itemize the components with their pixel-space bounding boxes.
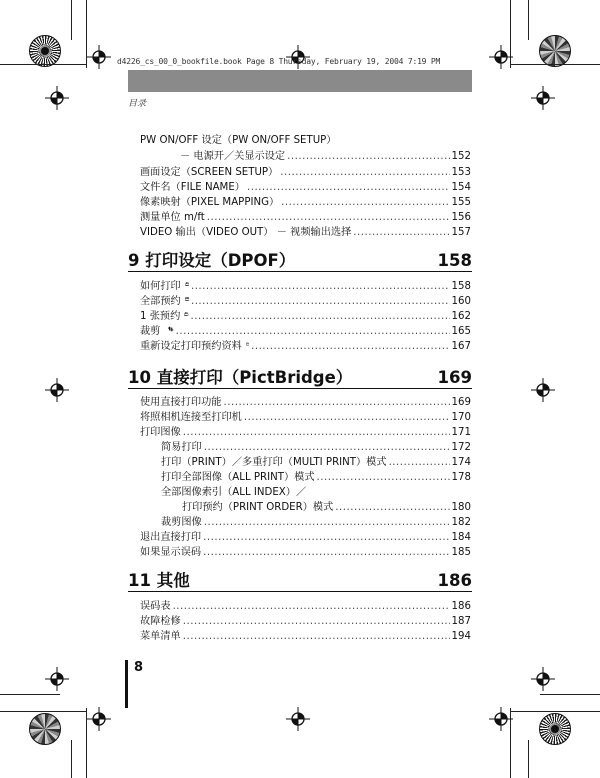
toc-entry-page: 158 xyxy=(451,281,471,292)
toc-entry-label: 1 张预约 xyxy=(140,311,181,322)
file-header: d4226_cs_00_0_bookfile.book Page 8 Thursday, February 19, 2004 7:19 PM xyxy=(117,57,441,66)
toc-entry-label: 打印图像 xyxy=(140,427,181,438)
toc-entry-label: 裁剪 xyxy=(140,326,161,337)
leader-dots xyxy=(335,500,449,515)
toc-entry[interactable] xyxy=(140,470,471,485)
toc-entry-label: 重新设定打印预约资料 xyxy=(140,341,242,352)
toc-entry[interactable] xyxy=(140,455,471,470)
leader-dots xyxy=(207,210,450,225)
toc-entry-label: 故障检修 xyxy=(140,616,181,627)
leader-dots xyxy=(389,455,450,470)
toc-entry[interactable] xyxy=(140,195,471,210)
color-wheel-bottom-right xyxy=(539,713,571,745)
toc-entry-label: 简易打印 xyxy=(161,442,202,453)
chapter-rule xyxy=(128,591,472,592)
toc-entry[interactable] xyxy=(140,515,471,530)
page-number: 8 xyxy=(134,660,144,675)
crop-line xyxy=(528,740,529,778)
leader-dots xyxy=(247,180,450,195)
toc-entry-page: 182 xyxy=(451,517,471,528)
toc-entry[interactable] xyxy=(140,530,471,545)
crop-line xyxy=(540,694,600,695)
toc-entry-page: 156 xyxy=(451,212,471,223)
toc-entry-page: 167 xyxy=(451,341,471,352)
registration-mark-icon xyxy=(489,707,513,731)
leader-dots xyxy=(203,530,449,545)
toc-entry-label: 画面设定（SCREEN SETUP） xyxy=(140,167,279,178)
leader-dots xyxy=(176,324,450,339)
leader-dots xyxy=(173,599,450,614)
registration-mark-icon xyxy=(489,45,513,69)
chapter-rule xyxy=(128,271,472,272)
print-all-icon xyxy=(185,294,189,304)
toc-entry-label: － 电源开／关显示设定 xyxy=(180,151,286,162)
chapter-heading[interactable] xyxy=(128,567,472,589)
toc-entry-label: 使用直接打印功能 xyxy=(140,397,222,408)
toc-entry-label: 将照相机连接至打印机 xyxy=(140,412,242,423)
print-icon xyxy=(185,279,189,289)
leader-dots xyxy=(287,149,449,164)
leader-dots xyxy=(203,545,449,560)
toc-entry[interactable] xyxy=(140,410,471,425)
toc-entry-page: 187 xyxy=(451,616,471,627)
crop-line xyxy=(510,64,600,65)
crop-line xyxy=(71,740,72,778)
toc-entry[interactable] xyxy=(140,279,471,294)
chapter-heading[interactable] xyxy=(128,364,472,386)
leader-dots xyxy=(191,294,450,309)
toc-entry-page: 153 xyxy=(451,167,471,178)
toc-entry[interactable] xyxy=(140,165,471,180)
toc-entry-page: 165 xyxy=(451,326,471,337)
toc-entry-label: 菜单清单 xyxy=(140,631,181,642)
toc-entry[interactable] xyxy=(140,210,471,225)
toc-entry-label: 如何打印 xyxy=(140,281,181,292)
toc-entry[interactable] xyxy=(140,133,471,148)
toc-entry-label: 像素映射（PIXEL MAPPING） xyxy=(140,197,280,208)
toc-entry[interactable] xyxy=(140,440,471,455)
toc-entry-page: 172 xyxy=(451,442,471,453)
crop-line xyxy=(510,711,600,712)
leader-dots xyxy=(183,614,450,629)
leader-dots xyxy=(317,470,450,485)
color-wheel-top-left xyxy=(29,35,61,67)
gray-wheel-bottom-left xyxy=(29,713,61,745)
leader-dots xyxy=(251,339,449,354)
toc-entry[interactable] xyxy=(140,395,471,410)
toc-entry-page: 174 xyxy=(451,457,471,468)
print-icon xyxy=(184,309,188,319)
leader-dots xyxy=(204,440,450,455)
toc-entry[interactable] xyxy=(140,309,471,324)
leader-dots xyxy=(280,165,449,180)
registration-mark-icon xyxy=(531,667,555,691)
toc-entry-page: 185 xyxy=(451,547,471,558)
leader-dots xyxy=(191,309,450,324)
toc-entry[interactable] xyxy=(140,614,471,629)
toc-entry[interactable] xyxy=(140,425,471,440)
chapter-page: 186 xyxy=(437,571,472,590)
toc-entry-page: 160 xyxy=(451,296,471,307)
toc-entry[interactable] xyxy=(140,225,471,240)
leader-dots xyxy=(191,279,450,294)
toc-entry-page: 171 xyxy=(451,427,471,438)
gray-wheel-top-right xyxy=(539,35,571,67)
toc-entry-page: 154 xyxy=(451,182,471,193)
leader-dots xyxy=(244,410,450,425)
registration-mark-icon xyxy=(531,86,555,110)
crop-line xyxy=(0,711,86,712)
toc-entry-label: 误码表 xyxy=(140,601,171,612)
toc-entry[interactable] xyxy=(140,500,471,515)
registration-mark-icon xyxy=(87,707,111,731)
trim-icon xyxy=(168,324,173,334)
toc-entry-label: VIDEO 输出（VIDEO OUT） － 视频输出选择 xyxy=(140,227,352,238)
toc-entry-page: 180 xyxy=(451,502,471,513)
registration-mark-icon xyxy=(45,378,69,402)
toc-entry[interactable] xyxy=(140,294,471,309)
toc-entry-page: 170 xyxy=(451,412,471,423)
toc-entry-page: 162 xyxy=(451,311,471,322)
chapter-title: 11 其他 xyxy=(128,571,190,590)
toc-entry-label: 测量单位 m/ft xyxy=(140,212,205,223)
leader-dots xyxy=(183,425,450,440)
print-icon xyxy=(246,339,249,349)
chapter-heading[interactable] xyxy=(128,247,472,269)
chapter-title: 9 打印设定（DPOF） xyxy=(128,251,296,270)
registration-mark-icon xyxy=(531,378,555,402)
page-number-bar xyxy=(125,660,128,708)
toc-entry-page: 178 xyxy=(451,472,471,483)
toc-entry[interactable] xyxy=(140,599,471,614)
leader-dots xyxy=(224,395,450,410)
leader-dots xyxy=(353,225,449,240)
leader-dots xyxy=(281,195,449,210)
chapter-title: 10 直接打印（PictBridge） xyxy=(128,368,353,387)
registration-mark-icon xyxy=(286,707,310,731)
header-banner xyxy=(128,70,472,92)
toc-entry-label: 裁剪图像 xyxy=(161,517,202,528)
toc-entry-label: 打印预约（PRINT ORDER）模式 xyxy=(182,502,334,513)
registration-mark-icon xyxy=(45,86,69,110)
leader-dots xyxy=(183,629,450,644)
chapter-rule xyxy=(128,388,472,389)
toc-entry-page: 157 xyxy=(451,227,471,238)
toc-entry-page: 184 xyxy=(451,532,471,543)
toc-entry-label: 文件名（FILE NAME） xyxy=(140,182,245,193)
chapter-page: 169 xyxy=(437,368,472,387)
toc-entry-label: 打印（PRINT）／多重打印（MULTI PRINT）模式 xyxy=(161,457,387,468)
toc-entry-page: 194 xyxy=(451,631,471,642)
toc-entry-page: 169 xyxy=(451,397,471,408)
toc-entry-label: 打印全部图像（ALL PRINT）模式 xyxy=(161,472,315,483)
crop-line xyxy=(528,0,529,40)
toc-entry-page: 152 xyxy=(451,151,471,162)
toc-entry-label: 退出直接打印 xyxy=(140,532,202,543)
toc-entry[interactable] xyxy=(140,180,471,195)
toc-entry[interactable] xyxy=(140,629,471,644)
toc-entry[interactable] xyxy=(140,545,471,560)
toc-entry[interactable] xyxy=(140,339,471,354)
toc-entry-page: 155 xyxy=(451,197,471,208)
registration-mark-icon xyxy=(87,45,111,69)
chapter-page: 158 xyxy=(437,251,472,270)
toc-entry-label: 如果显示误码 xyxy=(140,547,202,558)
section-tag: 目录 xyxy=(128,99,147,109)
toc-entry[interactable] xyxy=(140,324,471,339)
toc-entry-label: 全部预约 xyxy=(140,296,181,307)
toc-entry-label: 全部图像索引（ALL INDEX）／ xyxy=(161,487,307,498)
toc-entry-page: 186 xyxy=(451,601,471,612)
toc-entry-label: PW ON/OFF 设定（PW ON/OFF SETUP） xyxy=(140,135,337,146)
crop-line xyxy=(0,694,60,695)
crop-line xyxy=(0,64,86,65)
toc-entry[interactable] xyxy=(140,149,471,164)
toc-entry[interactable] xyxy=(140,485,471,500)
registration-mark-icon xyxy=(45,667,69,691)
leader-dots xyxy=(204,515,450,530)
crop-line xyxy=(71,0,72,40)
